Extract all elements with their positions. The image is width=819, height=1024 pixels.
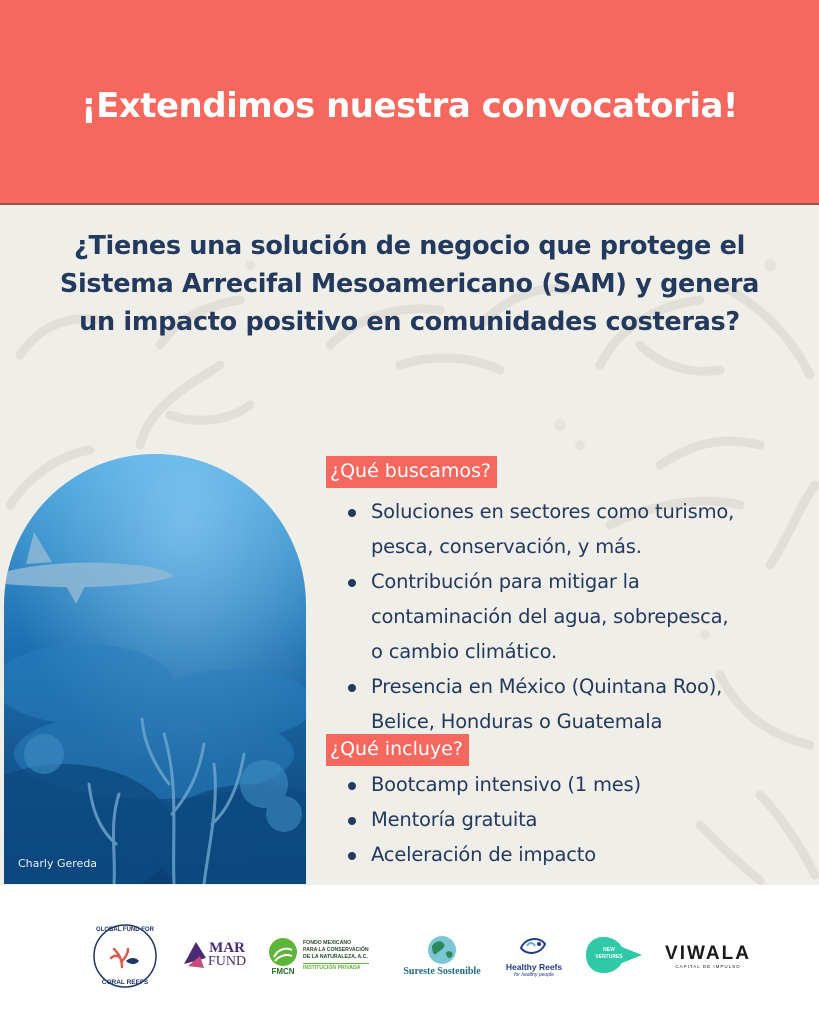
sureste-name: Sureste Sostenible — [403, 965, 481, 977]
main-content — [0, 205, 819, 885]
question-line: Sistema Arrecifal Mesoamericano (SAM) y genera — [59, 269, 760, 299]
list-item — [326, 669, 806, 739]
search-heading: ¿Qué buscamos? — [326, 456, 497, 488]
list-item-line: Soluciones en sectores como turismo, — [371, 500, 735, 523]
viwala-tag: CAPITAL DE IMPULSO — [675, 963, 741, 969]
fmcn-abbr: FMCN — [271, 966, 295, 976]
fmcn-logo — [268, 933, 390, 979]
new-ventures-logo — [584, 935, 644, 975]
reef-illustration — [4, 454, 306, 884]
main-question — [0, 227, 819, 341]
new-ventures-line2: VENTURES — [595, 954, 623, 960]
list-item — [326, 494, 806, 564]
healthy-reefs-name: Healthy Reefs — [505, 962, 563, 972]
viwala-name: VIWALA — [665, 942, 751, 964]
list-item: Mentoría gratuita — [326, 802, 806, 837]
includes-section — [326, 734, 806, 872]
photo-credit: Charly Gereda — [18, 857, 98, 870]
search-section — [326, 456, 806, 739]
gfcr-logo — [92, 923, 158, 989]
marfund-fish-icon — [182, 938, 208, 972]
reef-photo — [4, 454, 306, 884]
sponsor-logos — [0, 885, 819, 1024]
fmcn-line: FONDO MEXICANO — [303, 940, 352, 946]
list-item-line: Contribución para mitigar la — [371, 570, 640, 593]
list-item-line: o cambio climático. — [371, 640, 557, 663]
question-line: un impacto positivo en comunidades costeras? — [79, 307, 740, 337]
list-item: Aceleración de impacto — [326, 837, 806, 872]
list-item: Bootcamp intensivo (1 mes) — [326, 767, 806, 802]
includes-list — [326, 767, 806, 872]
healthy-reefs-tag: for healthy people — [514, 972, 554, 978]
banner-title: ¡Extendimos nuestra convocatoria! — [81, 85, 738, 126]
gfcr-bottom-text: CORAL REEFS — [101, 979, 149, 986]
fmcn-line: INSTITUCIÓN PRIVADA — [303, 963, 369, 972]
list-item-line: Presencia en México (Quintana Roo), — [371, 675, 723, 698]
healthy-reefs-fish-icon — [517, 932, 551, 962]
sureste-globe-icon — [424, 934, 460, 966]
viwala-logo — [656, 941, 760, 971]
marfund-logo — [178, 935, 250, 975]
gfcr-top-text: GLOBAL FUND FOR — [96, 927, 154, 933]
fmcn-line: PARA LA CONSERVACIÓN — [303, 947, 369, 953]
new-ventures-line1: NEW — [603, 947, 615, 953]
list-item-line: contaminación del agua, sobrepesca, — [371, 605, 729, 628]
includes-heading: ¿Qué incluye? — [326, 734, 469, 766]
fmcn-line: DE LA NATURALEZA, A.C. — [303, 954, 368, 960]
fmcn-emblem-icon — [268, 937, 298, 967]
marfund-line1: MAR — [209, 940, 245, 956]
search-list — [326, 494, 806, 739]
list-item-line: pesca, conservación, y más. — [371, 535, 642, 558]
question-line: ¿Tienes una solución de negocio que protege el — [73, 231, 746, 261]
list-item — [326, 564, 806, 669]
healthy-reefs-logo — [500, 929, 568, 981]
list-item-line: Belice, Honduras o Guatemala — [371, 710, 663, 733]
header-banner — [0, 0, 819, 205]
sureste-logo — [395, 929, 489, 981]
marfund-line2: FUND — [207, 954, 247, 969]
